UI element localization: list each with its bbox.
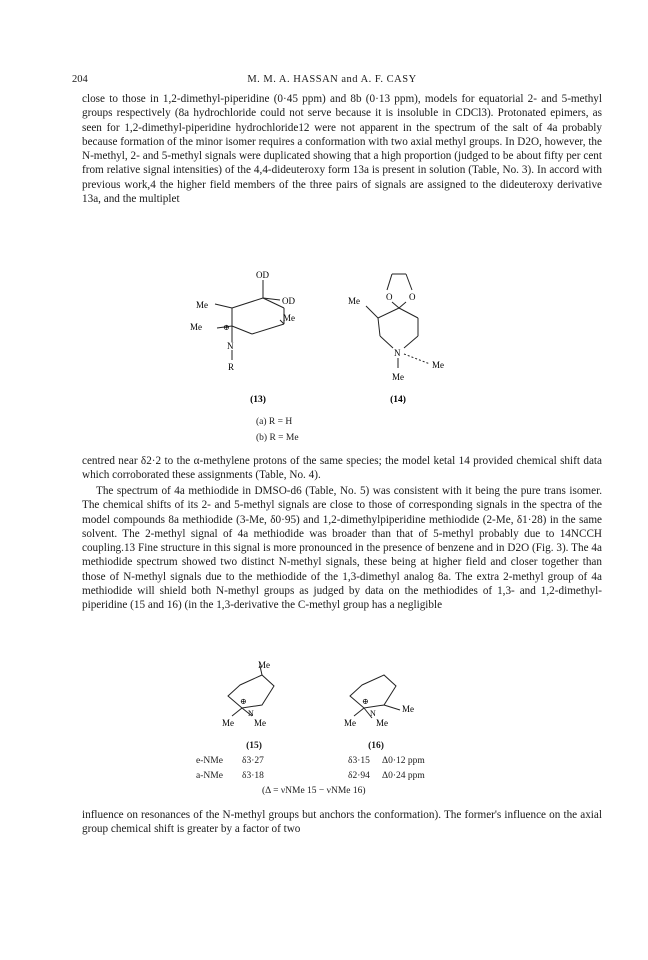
value-15: δ3·18 [242,771,264,781]
shift-row-e [196,756,425,766]
paragraph-2 [82,454,602,483]
atom-n-16: N [370,709,376,718]
atom-r: R [228,362,235,372]
n-plus-15: ⊕ [240,697,247,706]
page-number: 204 [72,74,88,85]
label-13: (13) [250,395,266,405]
value-15: δ3·27 [242,756,264,766]
atom-me-top-15: Me [258,660,270,670]
row-label: e-NMe [196,756,223,766]
figure-structures-15-16 [196,660,456,738]
atom-me-right-14: Me [432,360,444,370]
paragraph-3-text: The spectrum of 4a methiodide in DMSO-d6 (Table, No. 5) was consistent with it being the pure trans isomer. The chemical shifts of its 2- and 5-methyl signals are close to those of corresponding signals in the spectra of the model compounds 8a methiodide (3-Me, δ0·95) and 1,2-dimethylpiperidine methiodide (2-Me, δ1·28) in the same solvent. The 2-methyl signal of 4a methiodide was broader than that of 5-methyl probably due to 14NCCH coupling.13 Fine structure in this signal is more pronounced in the presence of benzene and in D2O (Fig. 3). The 4a methiodide spectrum showed two distinct N-methyl signals, these being at higher field and closer together than those of N-methyl signals due to the methiodide of the 1,3-dimethyl analog 8a. The extra 2-methyl group of 4a methiodide will shield both N-methyl groups as judged by data on the methiodides of 1,3- and 1,2-dimethyl-piperidine (15 and 16) (in the 1,3-derivative the C-methyl group has a negligible [82,485,602,612]
running-authors: M. M. A. HASSAN and A. F. CASY [247,74,417,85]
atom-me-right-15: Me [254,718,266,728]
running-header [72,74,592,88]
caption-13b: (b) R = Me [256,433,299,443]
delta-footnote: (Δ = νNMe 15 − νNMe 16) [262,786,366,796]
atom-o2: O [409,292,416,302]
row-label: a-NMe [196,771,223,781]
delta-value: Δ0·12 ppm [382,756,425,766]
paragraph-2-text: centred near δ2·2 to the α-methylene protons of the same species; the model ketal 14 provided chemical shift data which corroborated these assignments (Table, No. 4). [82,455,602,482]
paragraph-4-text: influence on resonances of the N-methyl groups but anchors the conformation). The former's influence on the axial group chemical shift is greater by a factor of two [82,809,602,836]
atom-me-left-15: Me [222,718,234,728]
value-16: δ2·94 [348,771,370,781]
atom-me-ring: Me [283,313,295,323]
atom-me-bottom-14: Me [392,372,404,382]
n-plus-charge: ⊕ [223,323,230,332]
atom-n-15: N [248,709,254,718]
paragraph-1-text: close to those in 1,2-dimethyl-piperidine (0·45 ppm) and 8b (0·13 ppm), models for equatorial 2- and 5-methyl groups respectively (8a hydrochloride could not serve because it is insoluble in CDCl3). Protonated epimers, as seen for 1,2-dimethyl-piperidine hydrochloride12 were not apparent in the spectrum of the salt of 4a probably because formation of the minor isomer requires a conformation with two axial methyl groups. In D2O, however, the N-methyl, 2- and 5-methyl signals were duplicated showing that a high proportion (judged to be about fifty per cent from relative signal intensities) of the 4,4-dideuteroxy form 13a is present in solution (Table, No. 3). In accord with previous work,4 the higher field members of the three pairs of signals are assigned to the dideuteroxy derivative 13a, and the multiplet [82,93,602,206]
paragraph-1 [82,92,602,206]
label-14: (14) [390,395,406,405]
atom-me-n: Me [190,322,202,332]
n-plus-16: ⊕ [362,697,369,706]
caption-13a: (a) R = H [256,417,293,427]
atom-od-top: OD [256,270,269,280]
delta-value: Δ0·24 ppm [382,771,425,781]
atom-od-right: OD [282,296,295,306]
value-16: δ3·15 [348,756,370,766]
label-15: (15) [246,741,262,751]
atom-o1: O [386,292,393,302]
paragraph-3 [82,484,602,613]
paragraph-4 [82,808,602,837]
bond-hashed-me [404,354,430,364]
atom-me-bottom-16: Me [376,718,388,728]
atom-me-left-16: Me [344,718,356,728]
atom-n-13: N [227,341,234,351]
label-16: (16) [368,741,384,751]
atom-me-upper-left: Me [196,300,208,310]
atom-n-14: N [394,348,401,358]
atom-me-right-16: Me [402,704,414,714]
structure-14-bonds [366,274,418,368]
shift-row-a [196,771,425,781]
figure-structures-13-14 [180,268,480,416]
structure-13-bonds [215,280,284,360]
atom-me-left-14: Me [348,296,360,306]
